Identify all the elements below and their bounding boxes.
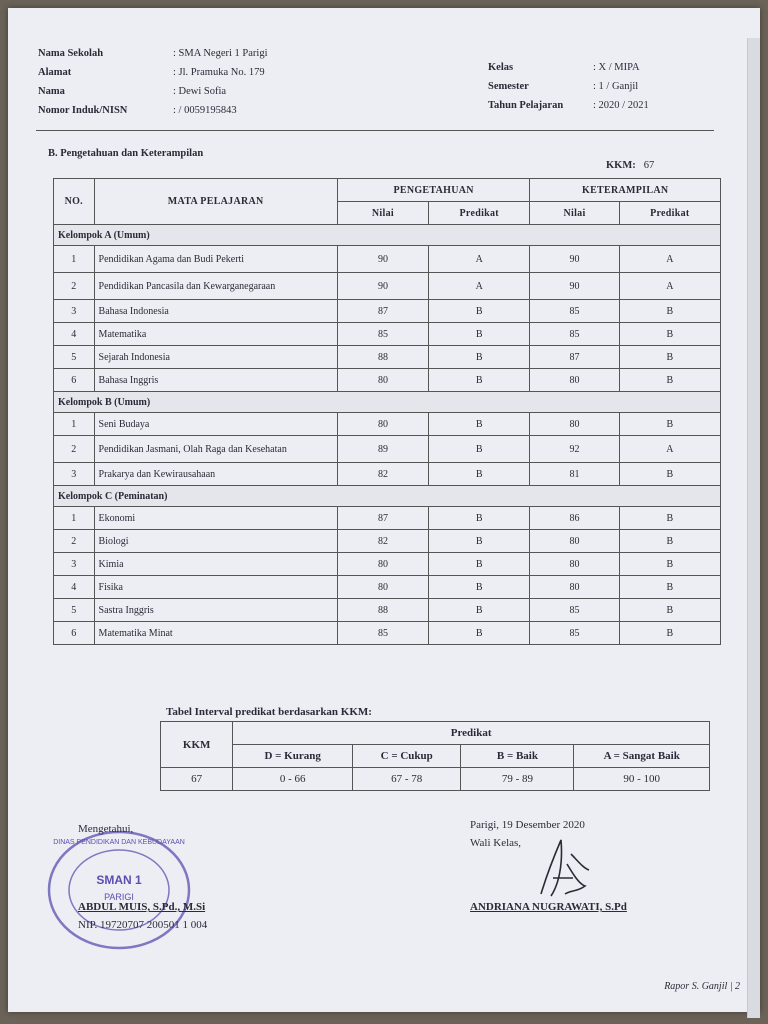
interval-col-b: B = Baik [461, 745, 574, 768]
knowledge-predicate: B [429, 369, 530, 392]
knowledge-score: 87 [337, 507, 428, 530]
row-number: 4 [54, 576, 95, 599]
class-info [488, 58, 649, 115]
skill-predicate: B [619, 323, 720, 346]
skill-predicate: B [619, 463, 720, 486]
knowledge-predicate: B [429, 300, 530, 323]
name-label: Nama [38, 86, 65, 97]
address-value: : Jl. Pramuka No. 179 [173, 67, 265, 78]
interval-title: Tabel Interval predikat berdasarkan KKM: [166, 706, 372, 718]
row-number: 2 [54, 530, 95, 553]
row-number: 5 [54, 346, 95, 369]
col-subject: MATA PELAJARAN [94, 179, 337, 225]
interval-table [160, 721, 710, 791]
row-number: 1 [54, 507, 95, 530]
id-label: Nomor Induk/NISN [38, 105, 128, 116]
kkm-label: KKM: [606, 160, 636, 171]
principal-name: ABDUL MUIS, S.Pd., M.Si [78, 901, 206, 913]
knowledge-predicate: B [429, 346, 530, 369]
knowledge-score: 89 [337, 436, 428, 463]
knowledge-predicate: A [429, 246, 530, 273]
interval-col-c: C = Cukup [353, 745, 461, 768]
skill-predicate: B [619, 369, 720, 392]
header-divider [36, 130, 714, 131]
semester-value: : 1 / Ganjil [593, 81, 639, 92]
student-info [38, 44, 268, 120]
col-no: NO. [54, 179, 95, 225]
skill-predicate: A [619, 246, 720, 273]
knowledge-predicate: B [429, 323, 530, 346]
interval-kkm-header: KKM [161, 722, 233, 768]
interval-col-a: A = Sangat Baik [574, 745, 710, 768]
stamp-sub-text: PARIGI [104, 892, 134, 902]
table-row [54, 369, 721, 392]
subject-name: Fisika [94, 576, 337, 599]
skill-predicate: B [619, 413, 720, 436]
knowledge-score: 82 [337, 530, 428, 553]
year-value: : 2020 / 2021 [593, 100, 649, 111]
knowledge-score: 88 [337, 346, 428, 369]
subject-name: Kimia [94, 553, 337, 576]
subject-name: Biologi [94, 530, 337, 553]
row-number: 6 [54, 369, 95, 392]
principal-caption: Mengetahui, [78, 823, 134, 835]
stamp-center-text: SMAN 1 [96, 873, 142, 887]
grades-body [54, 225, 721, 645]
interval-range-a: 90 - 100 [574, 768, 710, 791]
interval-kkm-value: 67 [161, 768, 233, 791]
knowledge-predicate: B [429, 413, 530, 436]
homeroom-caption: Wali Kelas, [470, 837, 522, 849]
row-number: 1 [54, 246, 95, 273]
subject-name: Pendidikan Jasmani, Olah Raga dan Kesehatan [94, 436, 337, 463]
knowledge-predicate: B [429, 553, 530, 576]
skill-predicate: B [619, 553, 720, 576]
table-row [54, 300, 721, 323]
school-label: Nama Sekolah [38, 48, 104, 59]
row-number: 2 [54, 273, 95, 300]
skill-score: 85 [530, 599, 619, 622]
kkm-info [606, 160, 654, 171]
table-row [54, 273, 721, 300]
stamp-top-text: DINAS PENDIDIKAN DAN KEBUDAYAAN [53, 839, 185, 846]
row-number: 3 [54, 553, 95, 576]
knowledge-predicate: B [429, 463, 530, 486]
homeroom-name: ANDRIANA NUGRAWATI, S.Pd [470, 901, 627, 913]
school-value: : SMA Negeri 1 Parigi [173, 48, 268, 59]
skill-score: 80 [530, 530, 619, 553]
subject-name: Sastra Inggris [94, 599, 337, 622]
interval-range-d: 0 - 66 [233, 768, 353, 791]
kkm-value: 67 [643, 160, 655, 171]
knowledge-score: 90 [337, 273, 428, 300]
knowledge-predicate: B [429, 507, 530, 530]
col-skills: KETERAMPILAN [530, 179, 721, 202]
row-number: 1 [54, 413, 95, 436]
skill-score: 80 [530, 369, 619, 392]
table-row [54, 599, 721, 622]
section-title: B. Pengetahuan dan Keterampilan [48, 148, 204, 159]
skill-score: 86 [530, 507, 619, 530]
knowledge-score: 80 [337, 413, 428, 436]
principal-signature-block [78, 820, 207, 934]
group-title: Kelompok A (Umum) [54, 225, 721, 246]
table-row [54, 553, 721, 576]
principal-nip: NIP. 19720707 200501 1 004 [78, 919, 208, 931]
skill-predicate: B [619, 346, 720, 369]
skill-score: 92 [530, 436, 619, 463]
subject-name: Bahasa Inggris [94, 369, 337, 392]
interval-predikat-header: Predikat [233, 722, 710, 745]
table-row [54, 436, 721, 463]
table-row [54, 463, 721, 486]
knowledge-predicate: B [429, 530, 530, 553]
knowledge-score: 90 [337, 246, 428, 273]
interval-range-b: 79 - 89 [461, 768, 574, 791]
name-value: : Dewi Sofia [173, 86, 227, 97]
group-title: Kelompok C (Peminatan) [54, 486, 721, 507]
paper-edge [747, 38, 760, 1018]
table-row [54, 323, 721, 346]
knowledge-score: 87 [337, 300, 428, 323]
address-label: Alamat [38, 67, 72, 78]
skill-score: 85 [530, 622, 619, 645]
year-label: Tahun Pelajaran [488, 100, 564, 111]
subject-name: Bahasa Indonesia [94, 300, 337, 323]
group-row [54, 392, 721, 413]
col-s-score: Nilai [530, 202, 619, 225]
table-row [54, 346, 721, 369]
class-label: Kelas [488, 62, 514, 73]
knowledge-predicate: A [429, 273, 530, 300]
table-row [54, 576, 721, 599]
skill-score: 80 [530, 553, 619, 576]
interval-range-c: 67 - 78 [353, 768, 461, 791]
group-title: Kelompok B (Umum) [54, 392, 721, 413]
knowledge-score: 82 [337, 463, 428, 486]
col-knowledge: PENGETAHUAN [337, 179, 530, 202]
skill-score: 87 [530, 346, 619, 369]
subject-name: Matematika [94, 323, 337, 346]
col-k-score: Nilai [337, 202, 428, 225]
row-number: 5 [54, 599, 95, 622]
skill-predicate: B [619, 576, 720, 599]
handwritten-signature [533, 834, 593, 902]
table-row [54, 530, 721, 553]
subject-name: Seni Budaya [94, 413, 337, 436]
row-number: 4 [54, 323, 95, 346]
knowledge-predicate: B [429, 622, 530, 645]
skill-predicate: A [619, 273, 720, 300]
skill-score: 81 [530, 463, 619, 486]
knowledge-predicate: B [429, 599, 530, 622]
knowledge-score: 88 [337, 599, 428, 622]
col-k-pred: Predikat [429, 202, 530, 225]
row-number: 3 [54, 463, 95, 486]
subject-name: Sejarah Indonesia [94, 346, 337, 369]
report-page [8, 8, 760, 1012]
grades-table [53, 178, 721, 645]
skill-predicate: B [619, 622, 720, 645]
subject-name: Ekonomi [94, 507, 337, 530]
interval-col-d: D = Kurang [233, 745, 353, 768]
id-value: : / 0059195843 [173, 105, 237, 116]
group-row [54, 225, 721, 246]
skill-score: 90 [530, 273, 619, 300]
place-date: Parigi, 19 Desember 2020 [470, 819, 585, 831]
knowledge-score: 80 [337, 576, 428, 599]
table-row [54, 622, 721, 645]
knowledge-predicate: B [429, 576, 530, 599]
table-row [54, 507, 721, 530]
table-row [54, 413, 721, 436]
knowledge-score: 85 [337, 622, 428, 645]
subject-name: Pendidikan Pancasila dan Kewarganegaraan [94, 273, 337, 300]
semester-label: Semester [488, 81, 529, 92]
col-s-pred: Predikat [619, 202, 720, 225]
class-value: : X / MIPA [593, 62, 640, 73]
subject-name: Prakarya dan Kewirausahaan [94, 463, 337, 486]
skill-predicate: B [619, 507, 720, 530]
group-row [54, 486, 721, 507]
skill-score: 85 [530, 300, 619, 323]
skill-score: 80 [530, 413, 619, 436]
skill-score: 90 [530, 246, 619, 273]
row-number: 2 [54, 436, 95, 463]
knowledge-score: 80 [337, 553, 428, 576]
knowledge-score: 80 [337, 369, 428, 392]
skill-predicate: A [619, 436, 720, 463]
row-number: 6 [54, 622, 95, 645]
knowledge-predicate: B [429, 436, 530, 463]
knowledge-score: 85 [337, 323, 428, 346]
row-number: 3 [54, 300, 95, 323]
skill-score: 80 [530, 576, 619, 599]
table-row [54, 246, 721, 273]
page-footer: Rapor S. Ganjil | 2 [664, 981, 740, 992]
skill-score: 85 [530, 323, 619, 346]
skill-predicate: B [619, 599, 720, 622]
subject-name: Pendidikan Agama dan Budi Pekerti [94, 246, 337, 273]
skill-predicate: B [619, 300, 720, 323]
skill-predicate: B [619, 530, 720, 553]
subject-name: Matematika Minat [94, 622, 337, 645]
